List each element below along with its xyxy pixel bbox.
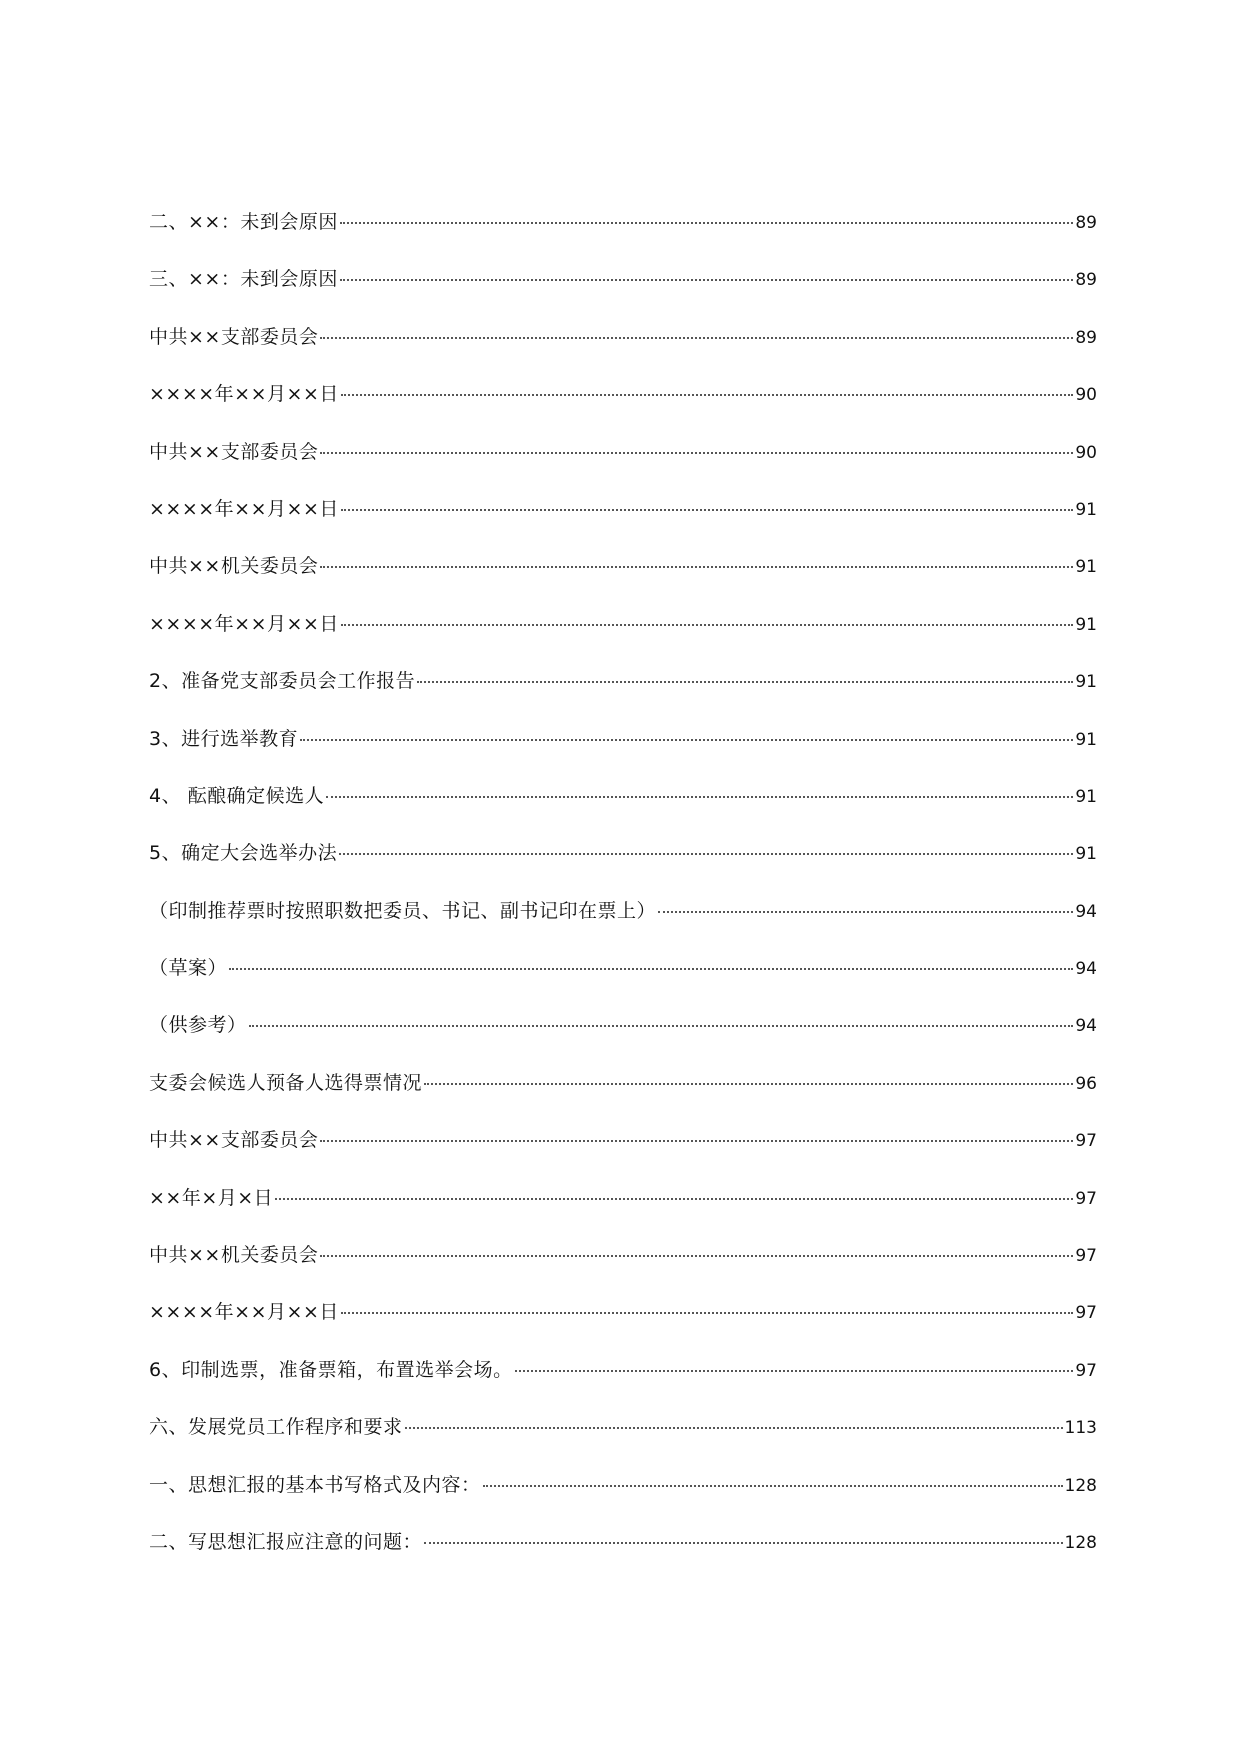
dot-leader	[339, 853, 1073, 855]
toc-entry-title: 6、印制选票，准备票箱，布置选举会场。	[149, 1358, 513, 1381]
dot-leader	[341, 394, 1073, 396]
toc-entry-title: 5、确定大会选举办法	[149, 842, 338, 865]
toc-entry-title: ××××年××月××日	[149, 497, 339, 520]
toc-entry-page: 94	[1075, 1016, 1097, 1037]
dot-leader	[424, 1083, 1073, 1085]
toc-entry-page: 89	[1075, 270, 1097, 291]
toc-entry-page: 113	[1064, 1418, 1097, 1439]
dot-leader	[300, 739, 1073, 741]
toc-entry[interactable]	[149, 899, 1097, 956]
toc-entry-page: 91	[1075, 729, 1097, 750]
toc-entry[interactable]	[149, 1128, 1097, 1185]
toc-entry[interactable]	[149, 1415, 1097, 1472]
toc-entry-page: 91	[1075, 844, 1097, 865]
toc-entry-page: 97	[1075, 1303, 1097, 1324]
toc-entry-page: 97	[1075, 1131, 1097, 1152]
toc-entry-page: 91	[1075, 499, 1097, 520]
dot-leader	[326, 796, 1073, 798]
toc-entry[interactable]	[149, 1186, 1097, 1243]
toc-entry-title: （印制推荐票时按照职数把委员、书记、副书记印在票上）	[149, 899, 657, 922]
toc-entry-page: 91	[1075, 557, 1097, 578]
dot-leader	[341, 1312, 1073, 1314]
toc-entry-title: 2、准备党支部委员会工作报告	[149, 670, 416, 693]
dot-leader	[320, 566, 1073, 568]
toc-entry[interactable]	[149, 1473, 1097, 1530]
toc-entry[interactable]	[149, 1358, 1097, 1415]
dot-leader	[417, 681, 1073, 683]
toc-entry[interactable]	[149, 1530, 1097, 1587]
dot-leader	[340, 222, 1074, 224]
toc-entry-title: （草案）	[149, 957, 228, 980]
toc-entry[interactable]	[149, 554, 1097, 611]
dot-leader	[658, 911, 1073, 913]
toc-entry-title: 中共××支部委员会	[149, 440, 319, 463]
toc-entry[interactable]	[149, 612, 1097, 669]
toc-entry[interactable]	[149, 210, 1097, 267]
dot-leader	[320, 1255, 1073, 1257]
dot-leader	[483, 1485, 1063, 1487]
toc-entry-title: ××××年××月××日	[149, 1301, 339, 1324]
toc-entry-page: 97	[1075, 1246, 1097, 1267]
toc-entry-page: 91	[1075, 786, 1097, 807]
dot-leader	[341, 624, 1073, 626]
toc-entry[interactable]	[149, 497, 1097, 554]
dot-leader	[320, 1140, 1073, 1142]
toc-entry-page: 97	[1075, 1188, 1097, 1209]
toc-entry[interactable]	[149, 841, 1097, 898]
toc-entry-title: 中共××支部委员会	[149, 325, 319, 348]
toc-entry-title: 二、××：未到会原因	[149, 211, 338, 233]
dot-leader	[320, 452, 1073, 454]
dot-leader	[341, 509, 1073, 511]
toc-entry-page: 128	[1064, 1532, 1097, 1553]
toc-entry-page: 96	[1075, 1073, 1097, 1094]
toc-entry[interactable]	[149, 784, 1097, 841]
toc-entry-title: ××××年××月××日	[149, 383, 339, 406]
toc-entry[interactable]	[149, 267, 1097, 324]
toc-entry-title: 二、写思想汇报应注意的问题：	[149, 1530, 423, 1553]
toc-entry[interactable]	[149, 1243, 1097, 1300]
toc-entry-title: 三、××：未到会原因	[149, 268, 338, 291]
dot-leader	[340, 279, 1074, 281]
toc-entry[interactable]	[149, 956, 1097, 1013]
toc-entry-page: 91	[1075, 614, 1097, 635]
dot-leader	[275, 1198, 1073, 1200]
toc-entry-title: ××××年××月××日	[149, 612, 339, 635]
toc-entry-title: 中共××机关委员会	[149, 1244, 319, 1267]
toc-entry-title: ××年×月×日	[149, 1186, 274, 1209]
toc-entry-title: 中共××支部委员会	[149, 1129, 319, 1152]
table-of-contents	[149, 210, 1097, 1587]
toc-entry[interactable]	[149, 1071, 1097, 1128]
toc-entry[interactable]	[149, 325, 1097, 382]
toc-entry-title: 4、 酝酿确定候选人	[149, 784, 325, 807]
dot-leader	[249, 1025, 1074, 1027]
dot-leader	[515, 1370, 1074, 1372]
toc-entry-page: 90	[1075, 385, 1097, 406]
toc-entry-title: 支委会候选人预备人选得票情况	[149, 1071, 423, 1094]
dot-leader	[320, 337, 1073, 339]
toc-entry-title: 3、进行选举教育	[149, 727, 299, 750]
toc-entry-page: 89	[1075, 327, 1097, 348]
toc-entry-page: 94	[1075, 901, 1097, 922]
toc-entry[interactable]	[149, 1013, 1097, 1070]
toc-entry-page: 91	[1075, 672, 1097, 693]
dot-leader	[405, 1427, 1063, 1429]
toc-entry-page: 90	[1075, 442, 1097, 463]
toc-entry[interactable]	[149, 727, 1097, 784]
toc-entry[interactable]	[149, 1300, 1097, 1357]
toc-entry[interactable]	[149, 440, 1097, 497]
dot-leader	[424, 1542, 1063, 1544]
toc-entry-title: 六、发展党员工作程序和要求	[149, 1416, 403, 1439]
toc-entry-title: （供参考）	[149, 1014, 247, 1037]
toc-entry[interactable]	[149, 669, 1097, 726]
toc-entry-page: 89	[1075, 213, 1097, 233]
toc-entry-page: 128	[1064, 1475, 1097, 1496]
toc-entry-page: 94	[1075, 959, 1097, 980]
toc-entry-title: 一、思想汇报的基本书写格式及内容：	[149, 1473, 481, 1496]
dot-leader	[229, 968, 1073, 970]
toc-entry-title: 中共××机关委员会	[149, 555, 319, 578]
toc-entry[interactable]	[149, 382, 1097, 439]
toc-entry-page: 97	[1075, 1360, 1097, 1381]
